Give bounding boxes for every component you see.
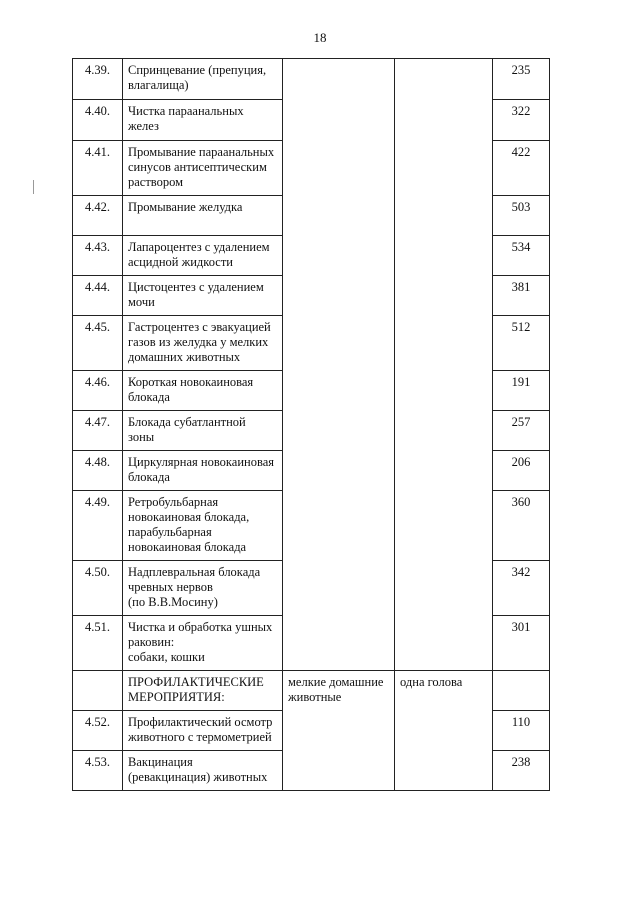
row-code (73, 711, 123, 751)
row-price (493, 141, 550, 196)
row-code-text: 4.42. (85, 200, 110, 214)
row-code-text: 4.40. (85, 104, 110, 118)
row-price (493, 451, 550, 491)
row-procedure-name (123, 316, 283, 371)
section-unit-text: одна голова (400, 675, 463, 689)
row-code-text: 4.46. (85, 375, 110, 389)
row-price-text: 301 (511, 620, 531, 634)
row-code (73, 100, 123, 141)
row-procedure-name (123, 59, 283, 100)
row-code-text: 4.39. (85, 63, 110, 77)
row-price-text: 422 (511, 145, 531, 159)
row-procedure-name (123, 276, 283, 316)
row-price (493, 751, 550, 791)
row-code-text: 4.49. (85, 495, 110, 509)
row-procedure-name (123, 561, 283, 616)
row-price (493, 316, 550, 371)
row-code (73, 141, 123, 196)
row-code (73, 59, 123, 100)
row-procedure-name-text: Блокада субатлантной зоны (128, 415, 246, 444)
table-row (73, 59, 550, 100)
row-procedure-name-text: Надплевральная блокада чревных нервов (по В.В.Мосину) (128, 565, 261, 609)
row-code (73, 491, 123, 561)
row-procedure-name-text: Гастроцентез с эвакуацией газов из желудка у мелких домашних животных (128, 320, 271, 364)
row-code (73, 196, 123, 236)
row-price-text: 342 (511, 565, 531, 579)
row-procedure-name-text: Чистка параанальных желез (128, 104, 244, 133)
row-procedure-name-text: Чистка и обработка ушных раковин: собаки, кошки (128, 620, 273, 664)
row-procedure-name (123, 196, 283, 236)
row-procedure-name (123, 711, 283, 751)
row-price (493, 411, 550, 451)
row-code (73, 561, 123, 616)
section-code (73, 671, 123, 711)
row-code (73, 371, 123, 411)
row-price-text: 381 (511, 280, 531, 294)
row-price (493, 236, 550, 276)
row-code (73, 316, 123, 371)
row-procedure-name (123, 100, 283, 141)
row-procedure-name-text: Циркулярная новокаиновая блокада (128, 455, 275, 484)
row-code-text: 4.41. (85, 145, 110, 159)
tariff-table-body (73, 59, 550, 791)
row-code (73, 276, 123, 316)
row-procedure-name (123, 451, 283, 491)
row-procedure-name-text: Промывание параанальных синусов антисептическим раствором (128, 145, 275, 189)
row-procedure-name (123, 751, 283, 791)
row-procedure-name (123, 236, 283, 276)
row-code (73, 451, 123, 491)
row-procedure-name-text: Лапароцентез с удалением асцидной жидкости (128, 240, 270, 269)
row-price-text: 360 (511, 495, 531, 509)
row-code-text: 4.52. (85, 715, 110, 729)
section-header-row (73, 671, 550, 711)
row-price-text: 191 (511, 375, 531, 389)
row-price-text: 322 (511, 104, 531, 118)
row-price (493, 276, 550, 316)
row-code (73, 751, 123, 791)
section-unit (395, 671, 493, 791)
row-price-text: 110 (511, 715, 531, 729)
row-price-text: 512 (511, 320, 531, 334)
row-price (493, 100, 550, 141)
row-code-text: 4.50. (85, 565, 110, 579)
animal-type-cell-empty (283, 59, 395, 671)
tariff-table (72, 58, 550, 791)
unit-cell-empty (395, 59, 493, 671)
row-price (493, 491, 550, 561)
row-procedure-name-text: Спринцевание (препуция, влагалища) (128, 63, 267, 92)
page-number: 18 (313, 30, 327, 45)
row-price (493, 561, 550, 616)
scan-artifact-mark (33, 180, 34, 194)
row-procedure-name-text: Профилактический осмотр животного с термометрией (128, 715, 273, 744)
section-title-text: ПРОФИЛАКТИЧЕСКИЕ МЕРОПРИЯТИЯ: (128, 675, 264, 704)
row-procedure-name (123, 411, 283, 451)
section-title (123, 671, 283, 711)
row-price (493, 196, 550, 236)
row-code (73, 616, 123, 671)
row-procedure-name (123, 371, 283, 411)
row-procedure-name (123, 616, 283, 671)
row-price (493, 371, 550, 411)
row-code-text: 4.45. (85, 320, 110, 334)
row-code-text: 4.48. (85, 455, 110, 469)
row-code-text: 4.47. (85, 415, 110, 429)
row-price-text: 534 (511, 240, 531, 254)
section-animal-type-text: мелкие домашние животные (288, 675, 384, 704)
row-price-text: 206 (511, 455, 531, 469)
row-procedure-name-text: Вакцинация (ревакцинация) животных (128, 755, 268, 784)
row-procedure-name-text: Короткая новокаиновая блокада (128, 375, 254, 404)
section-animal-type (283, 671, 395, 791)
row-code-text: 4.51. (85, 620, 110, 634)
row-price-text: 238 (511, 755, 531, 769)
row-code-text: 4.44. (85, 280, 110, 294)
section-price (493, 671, 550, 711)
row-price-text: 503 (511, 200, 531, 214)
row-procedure-name (123, 491, 283, 561)
row-procedure-name-text: Цистоцентез с удалением мочи (128, 280, 264, 309)
row-code-text: 4.53. (85, 755, 110, 769)
row-procedure-name (123, 141, 283, 196)
row-price (493, 711, 550, 751)
row-price-text: 257 (511, 415, 531, 429)
row-procedure-name-text: Промывание желудка (128, 200, 243, 214)
row-code (73, 411, 123, 451)
row-price (493, 59, 550, 100)
row-code (73, 236, 123, 276)
row-code-text: 4.43. (85, 240, 110, 254)
row-price (493, 616, 550, 671)
row-procedure-name-text: Ретробульбарная новокаиновая блокада, парабульбарная новокаиновая блокада (128, 495, 250, 554)
row-price-text: 235 (511, 63, 531, 77)
